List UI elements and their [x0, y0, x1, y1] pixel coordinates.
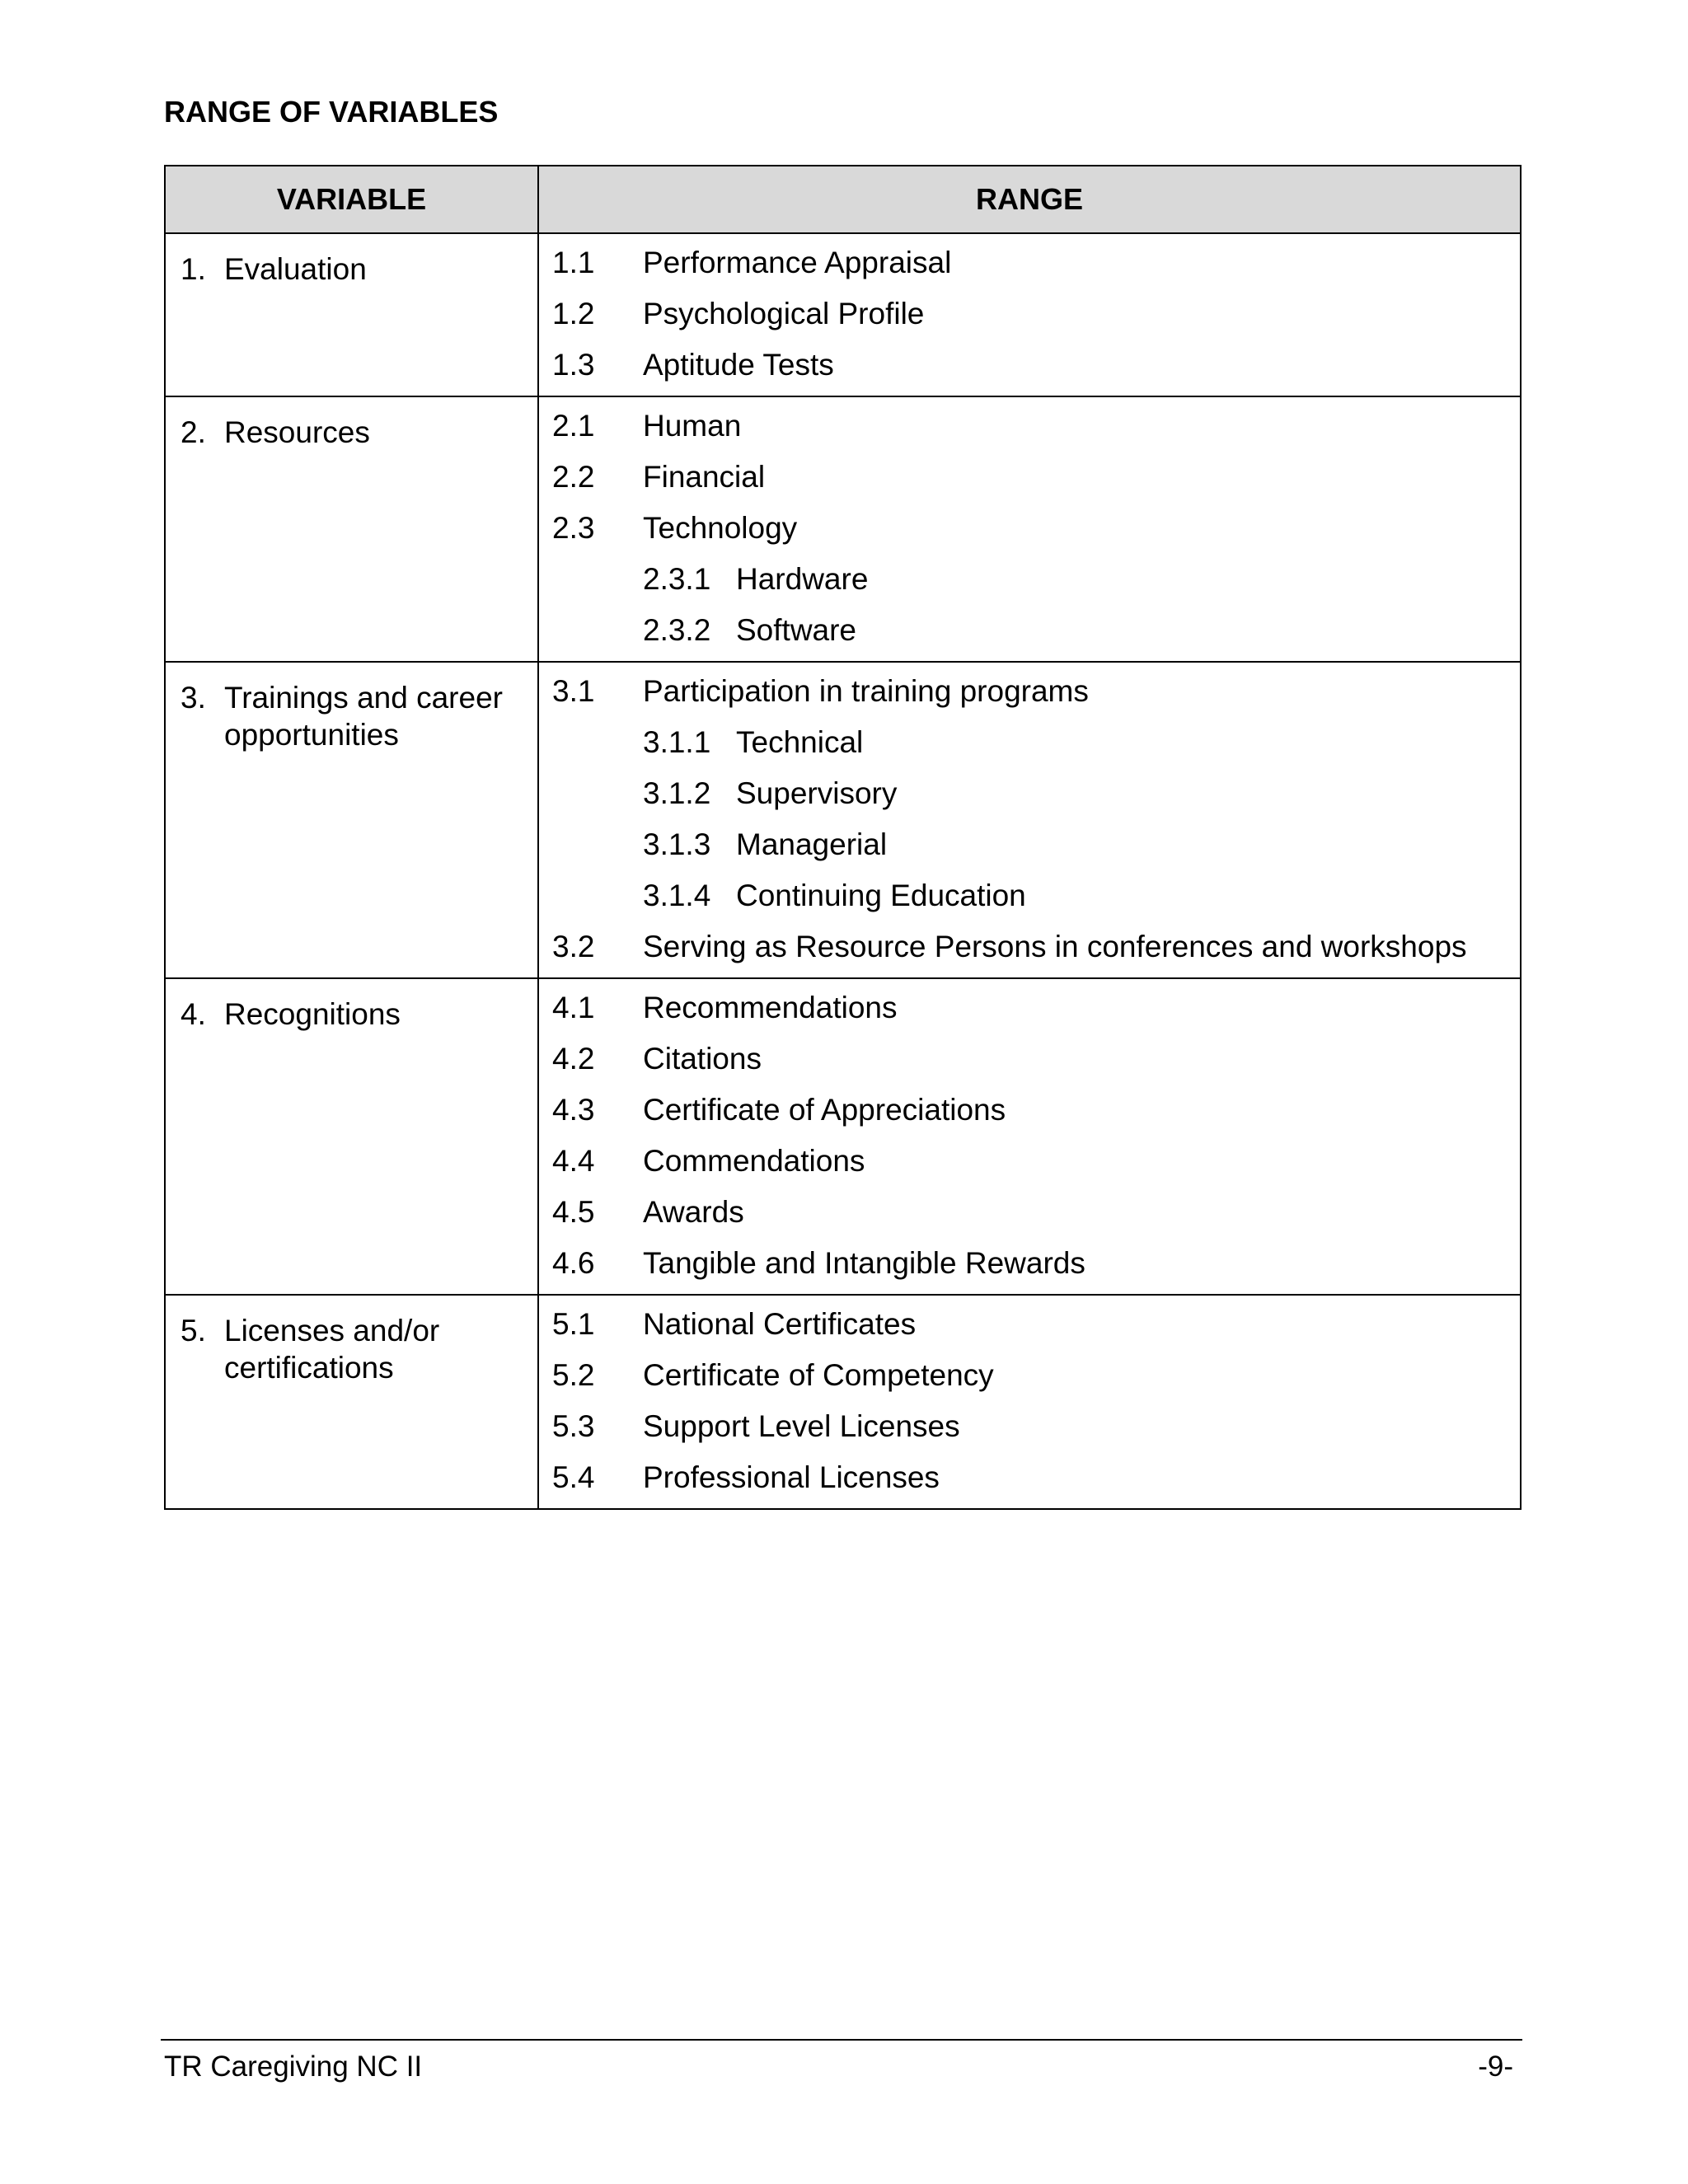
range-item-label: Professional Licenses [643, 1460, 940, 1494]
range-item [539, 1299, 1520, 1350]
range-subitem [539, 605, 1520, 656]
range-item-label: Technical [736, 725, 864, 759]
table-row [165, 1295, 1521, 1509]
range-item [539, 503, 1520, 554]
range-item-number: 3.2 [552, 930, 595, 963]
range-item-number: 4.5 [552, 1195, 595, 1229]
column-header-range: RANGE [538, 166, 1521, 233]
range-item-number: 4.4 [552, 1144, 595, 1178]
range-item [539, 1401, 1520, 1452]
range-item [539, 1350, 1520, 1401]
range-item-number: 1.1 [552, 246, 595, 279]
range-item-number: 3.1.1 [643, 725, 711, 759]
range-item [539, 340, 1520, 391]
variable-cell [165, 1295, 538, 1509]
range-item [539, 1452, 1520, 1503]
range-item-label: Awards [643, 1195, 744, 1229]
range-item [539, 921, 1520, 972]
range-item-label: National Certificates [643, 1307, 917, 1341]
range-item-label: Certificate of Appreciations [643, 1093, 1006, 1127]
range-item-number: 2.3 [552, 511, 595, 545]
table-body [165, 233, 1521, 1509]
variable-cell [165, 396, 538, 662]
range-item [539, 1187, 1520, 1238]
range-item-label: Performance Appraisal [643, 246, 952, 279]
range-item-number: 1.2 [552, 297, 595, 330]
variable-number: 4. [181, 997, 206, 1031]
variable-number: 1. [181, 252, 206, 286]
range-of-variables-table [164, 165, 1522, 1510]
table-row [165, 233, 1521, 396]
range-item-number: 3.1.4 [643, 879, 711, 912]
variable-label: Resources [224, 415, 370, 449]
range-item-label: Certificate of Competency [643, 1358, 994, 1392]
variable-label: Evaluation [224, 252, 367, 286]
page-title: RANGE OF VARIABLES [164, 95, 499, 129]
range-item-number: 2.2 [552, 460, 595, 494]
variable-label: Licenses and/or certifications [224, 1314, 440, 1385]
range-item-number: 3.1.2 [643, 776, 711, 810]
range-item-label: Technology [643, 511, 798, 545]
range-cell [538, 978, 1521, 1295]
range-item-label: Tangible and Intangible Rewards [643, 1246, 1085, 1280]
range-item [539, 452, 1520, 503]
range-item-label: Support Level Licenses [643, 1409, 960, 1443]
range-item-label: Financial [643, 460, 766, 494]
range-item-label: Aptitude Tests [643, 348, 834, 382]
variable-number: 5. [181, 1314, 206, 1347]
footer-divider [161, 2039, 1522, 2041]
range-item [539, 237, 1520, 288]
range-subitem [539, 819, 1520, 870]
table-row [165, 662, 1521, 978]
variable-cell [165, 662, 538, 978]
range-item-number: 4.2 [552, 1042, 595, 1076]
range-item-number: 4.3 [552, 1093, 595, 1127]
range-item-label: Hardware [736, 562, 869, 596]
variable-cell [165, 233, 538, 396]
range-item-label: Participation in training programs [643, 674, 1089, 708]
range-item [539, 1238, 1520, 1289]
range-subitem [539, 554, 1520, 605]
variable-number: 2. [181, 415, 206, 449]
range-cell [538, 662, 1521, 978]
range-item-label: Supervisory [736, 776, 898, 810]
footer-page-number: -9- [1478, 2050, 1513, 2083]
range-item-number: 3.1.3 [643, 827, 711, 861]
range-item-label: Commendations [643, 1144, 865, 1178]
variable-label: Trainings and career opportunities [224, 681, 503, 752]
range-item [539, 1033, 1520, 1085]
range-subitem [539, 768, 1520, 819]
range-item [539, 1085, 1520, 1136]
range-item [539, 288, 1520, 340]
range-item-number: 1.3 [552, 348, 595, 382]
range-item-number: 5.4 [552, 1460, 595, 1494]
range-item [539, 982, 1520, 1033]
footer-document-title: TR Caregiving NC II [164, 2050, 423, 2083]
variable-cell [165, 978, 538, 1295]
variable-label: Recognitions [224, 997, 401, 1031]
range-subitem [539, 717, 1520, 768]
range-item-label: Human [643, 409, 742, 443]
range-item-label: Recommendations [643, 991, 898, 1024]
range-item [539, 401, 1520, 452]
range-item-number: 2.3.1 [643, 562, 711, 596]
table-header-row [165, 166, 1521, 233]
range-item-number: 5.2 [552, 1358, 595, 1392]
range-item-label: Managerial [736, 827, 888, 861]
range-item-label: Psychological Profile [643, 297, 925, 330]
range-cell [538, 396, 1521, 662]
range-item-number: 5.1 [552, 1307, 595, 1341]
range-item-number: 2.1 [552, 409, 595, 443]
variable-number: 3. [181, 681, 206, 715]
range-item-label: Serving as Resource Persons in conferences and workshops [643, 930, 1467, 963]
table-row [165, 396, 1521, 662]
column-header-variable: VARIABLE [165, 166, 538, 233]
range-item-label: Software [736, 613, 857, 647]
range-item-label: Continuing Education [736, 879, 1026, 912]
range-item [539, 1136, 1520, 1187]
range-subitem [539, 870, 1520, 921]
range-cell [538, 233, 1521, 396]
range-item-number: 5.3 [552, 1409, 595, 1443]
range-item-number: 3.1 [552, 674, 595, 708]
range-item [539, 666, 1520, 717]
range-item-number: 2.3.2 [643, 613, 711, 647]
range-item-number: 4.6 [552, 1246, 595, 1280]
range-item-label: Citations [643, 1042, 762, 1076]
range-item-number: 4.1 [552, 991, 595, 1024]
range-cell [538, 1295, 1521, 1509]
table-row [165, 978, 1521, 1295]
